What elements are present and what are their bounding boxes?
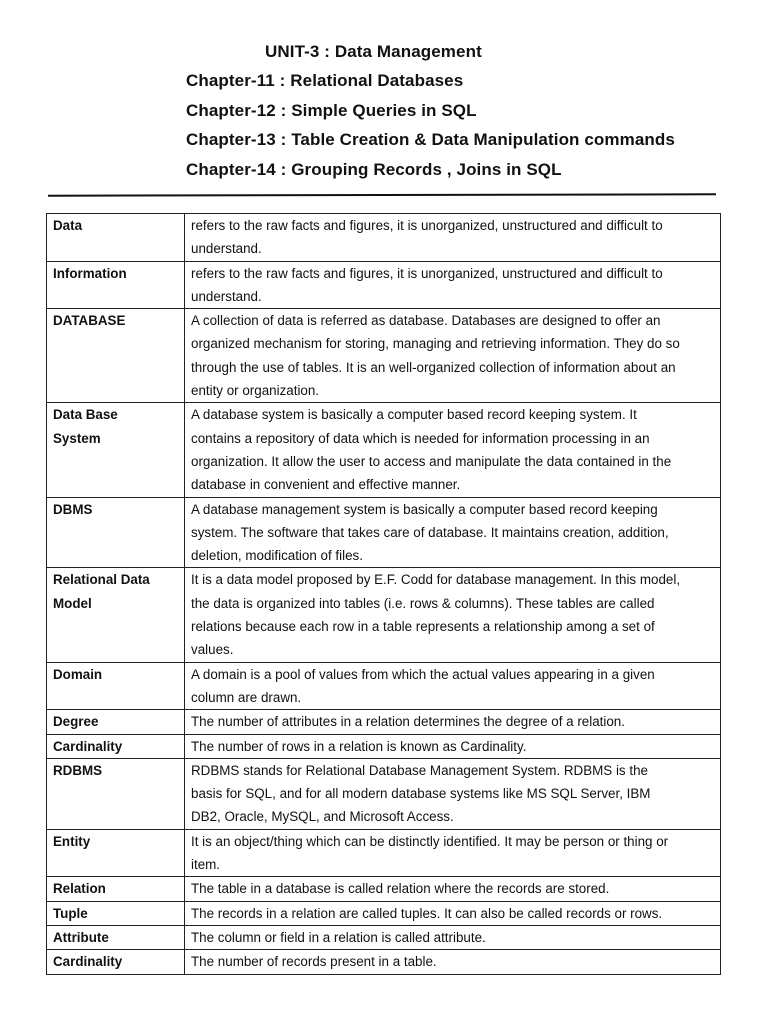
glossary-term-cell <box>47 925 185 949</box>
definition-text: The number of records present in a table. <box>191 954 437 970</box>
definition-text: values. <box>191 642 234 658</box>
glossary-term-cell <box>47 901 185 925</box>
glossary-definition-cell <box>185 261 721 309</box>
definition-text: understand. <box>191 288 262 304</box>
glossary-definition-cell <box>185 497 721 568</box>
term-text: Relational Data <box>53 572 150 588</box>
definition-text: It is a data model proposed by E.F. Codd for database management. In this model, <box>191 572 681 588</box>
glossary-row <box>47 403 721 497</box>
definition-text: contains a repository of data which is needed for information processing in an <box>191 430 650 446</box>
glossary-row <box>47 925 721 949</box>
term-text: Information <box>53 265 127 281</box>
definition-text: understand. <box>191 241 262 257</box>
term-text: Degree <box>53 714 99 730</box>
definition-text: through the use of tables. It is an well-organized collection of information about an <box>191 359 676 375</box>
glossary-row <box>47 734 721 758</box>
term-text: DBMS <box>53 501 93 517</box>
definition-text: the data is organized into tables (i.e. rows & columns). These tables are called <box>191 595 655 611</box>
glossary-term-cell <box>47 261 185 309</box>
definition-text: column are drawn. <box>191 689 302 705</box>
definition-text: A database management system is basically a computer based record keeping <box>191 501 658 517</box>
definition-text: A collection of data is referred as database. Databases are designed to offer an <box>191 313 661 329</box>
glossary-definition-cell <box>185 403 721 497</box>
glossary-row <box>47 950 721 974</box>
chapter-heading: Chapter-12 : Simple Queries in SQL <box>186 101 477 120</box>
definition-text: deletion, modification of files. <box>191 548 363 564</box>
glossary-definition-cell <box>185 734 721 758</box>
definition-text: The column or field in a relation is called attribute. <box>191 929 486 945</box>
glossary-row <box>47 497 721 568</box>
glossary-term-cell <box>47 309 185 403</box>
glossary-table <box>46 213 721 975</box>
term-text: Attribute <box>53 929 109 945</box>
glossary-term-cell <box>47 214 185 262</box>
term-text: Entity <box>53 833 91 849</box>
glossary-row <box>47 261 721 309</box>
definition-text: RDBMS stands for Relational Database Management System. RDBMS is the <box>191 762 648 778</box>
chapter-heading: Chapter-11 : Relational Databases <box>186 71 464 90</box>
definition-text: database in convenient and effective manner. <box>191 477 461 493</box>
glossary-definition-cell <box>185 829 721 877</box>
definition-text: organized mechanism for storing, managing and retrieving information. They do so <box>191 336 680 352</box>
glossary-term-cell <box>47 710 185 734</box>
term-text: Relation <box>53 881 106 897</box>
glossary-term-cell <box>47 662 185 710</box>
glossary-row <box>47 877 721 901</box>
definition-text: system. The software that takes care of database. It maintains creation, addition, <box>191 524 669 540</box>
glossary-term-cell <box>47 950 185 974</box>
term-text: Data <box>53 218 83 233</box>
definition-text: item. <box>191 857 221 873</box>
term-text: DATABASE <box>53 313 126 329</box>
term-text: Tuple <box>53 905 88 921</box>
definition-text: It is an object/thing which can be distinctly identified. It may be person or thing or <box>191 833 669 849</box>
term-text: Model <box>53 595 92 611</box>
definition-text: A domain is a pool of values from which the actual values appearing in a given <box>191 666 655 682</box>
term-text: Domain <box>53 666 103 682</box>
unit-title: UNIT-3 : Data Management <box>265 42 482 61</box>
glossary-definition-cell <box>185 758 721 829</box>
glossary-term-cell <box>47 403 185 497</box>
term-text: RDBMS <box>53 762 103 778</box>
glossary-definition-cell <box>185 568 721 662</box>
glossary-definition-cell <box>185 710 721 734</box>
definition-text: DB2, Oracle, MySQL, and Microsoft Access. <box>191 809 454 825</box>
glossary-row <box>47 568 721 662</box>
definition-text: organization. It allow the user to access and manipulate the data contained in the <box>191 453 672 469</box>
glossary-term-cell <box>47 829 185 877</box>
glossary-definition-cell <box>185 901 721 925</box>
definition-text: relations because each row in a table represents a relationship among a set of <box>191 619 655 635</box>
glossary-row <box>47 829 721 877</box>
glossary-term-cell <box>47 497 185 568</box>
glossary-row <box>47 309 721 403</box>
glossary-term-cell <box>47 877 185 901</box>
chapter-heading: Chapter-14 : Grouping Records , Joins in SQL <box>186 160 562 179</box>
definition-text: entity or organization. <box>191 383 320 399</box>
definition-text: A database system is basically a computer based record keeping system. It <box>191 407 637 423</box>
glossary-definition-cell <box>185 950 721 974</box>
glossary-definition-cell <box>185 662 721 710</box>
term-text: Data Base <box>53 407 118 423</box>
glossary-definition-cell <box>185 309 721 403</box>
definition-text: basis for SQL, and for all modern database systems like MS SQL Server, IBM <box>191 786 651 802</box>
definition-text: refers to the raw facts and figures, it is unorganized, unstructured and difficult to <box>191 265 663 281</box>
definition-text: The number of attributes in a relation determines the degree of a relation. <box>191 714 625 730</box>
glossary-row <box>47 662 721 710</box>
definition-text: The table in a database is called relation where the records are stored. <box>191 881 610 897</box>
glossary-definition-cell <box>185 925 721 949</box>
term-text: System <box>53 430 101 446</box>
glossary-row <box>47 758 721 829</box>
definition-text: refers to the raw facts and figures, it is unorganized, unstructured and difficult to <box>191 218 663 233</box>
glossary-term-cell <box>47 568 185 662</box>
horizontal-divider <box>48 193 716 196</box>
term-text: Cardinality <box>53 954 123 970</box>
glossary-row <box>47 214 721 262</box>
term-text: Cardinality <box>53 738 123 754</box>
glossary-body <box>47 214 721 975</box>
glossary-row <box>47 901 721 925</box>
glossary-term-cell <box>47 734 185 758</box>
glossary-row <box>47 710 721 734</box>
glossary-term-cell <box>47 758 185 829</box>
glossary-definition-cell <box>185 214 721 262</box>
chapter-heading: Chapter-13 : Table Creation & Data Manipulation commands <box>186 130 675 149</box>
definition-text: The records in a relation are called tuples. It can also be called records or rows. <box>191 905 663 921</box>
definition-text: The number of rows in a relation is known as Cardinality. <box>191 738 527 754</box>
glossary-definition-cell <box>185 877 721 901</box>
